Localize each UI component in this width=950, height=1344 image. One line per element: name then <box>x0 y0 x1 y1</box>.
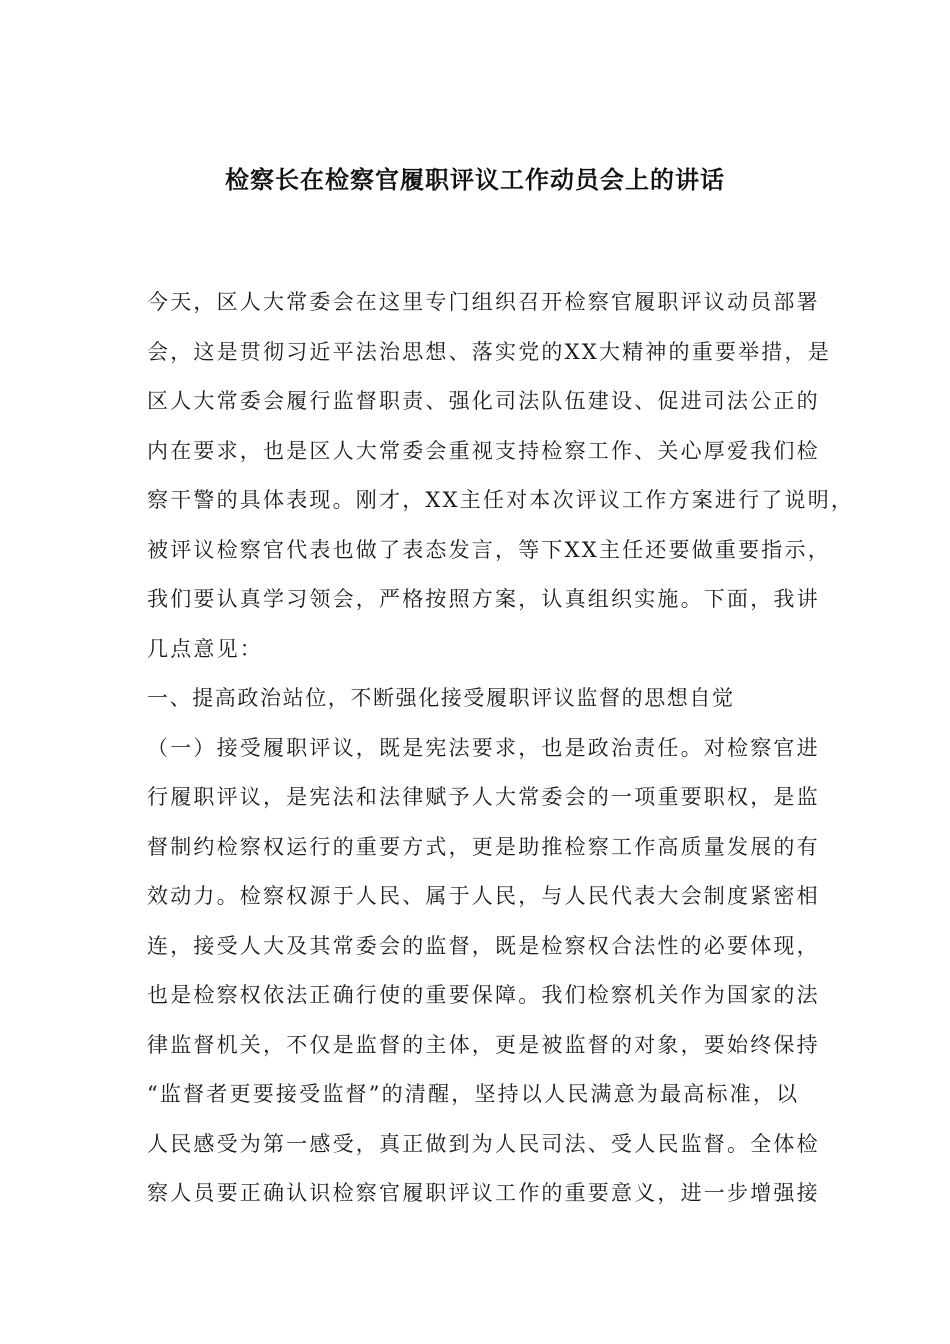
page-title: 检察长在检察官履职评议工作动员会上的讲话 <box>225 165 725 194</box>
body-line: 律监督机关，不仅是监督的主体，更是被监督的对象，要始终保持 <box>147 1032 820 1057</box>
body-line: 察人员要正确认识检察官履职评议工作的重要意义，进一步增强接 <box>147 1181 820 1205</box>
body-line: 察干警的具体表现。刚才，XX主任对本次评议工作方案进行了说明， <box>147 488 855 512</box>
body-line: “监督者更要接受监督”的清醒，坚持以人民满意为最高标准，以 <box>147 1082 800 1106</box>
body-line: 行履职评议，是宪法和法律赋予人大常委会的一项重要职权，是监 <box>147 785 820 809</box>
body-line: 被评议检察官代表也做了表态发言，等下XX主任还要做重要指示， <box>147 537 831 562</box>
body-line: 区人大常委会履行监督职责、强化司法队伍建设、促进司法公正的 <box>147 389 820 413</box>
subsection-line: （一）接受履职评议，既是宪法要求，也是政治责任。对检察官进 <box>147 735 820 760</box>
body-line: 今天，区人大常委会在这里专门组织召开检察官履职评议动员部署 <box>147 290 820 314</box>
document-body <box>147 278 855 1219</box>
body-line: 几点意见： <box>147 636 263 661</box>
body-line: 会，这是贯彻习近平法治思想、落实党的XX大精神的重要举措，是 <box>147 339 831 364</box>
body-line: 我们要认真学习领会，严格按照方案，认真组织实施。下面，我讲 <box>147 587 820 611</box>
body-line: 连，接受人大及其常委会的监督，既是检察权合法性的必要体现， <box>147 933 820 958</box>
body-line: 效动力。检察权源于人民、属于人民，与人民代表大会制度紧密相 <box>147 884 820 908</box>
body-line: 内在要求，也是区人大常委会重视支持检察工作、关心厚爱我们检 <box>147 438 820 463</box>
body-line: 也是检察权依法正确行使的重要保障。我们检察机关作为国家的法 <box>147 983 820 1007</box>
body-line: 督制约检察权运行的重要方式，更是助推检察工作高质量发展的有 <box>147 834 820 859</box>
section-heading: 一、提高政治站位，不断强化接受履职评议监督的思想自觉 <box>147 686 735 710</box>
body-line: 人民感受为第一感受，真正做到为人民司法、受人民监督。全体检 <box>147 1131 820 1156</box>
